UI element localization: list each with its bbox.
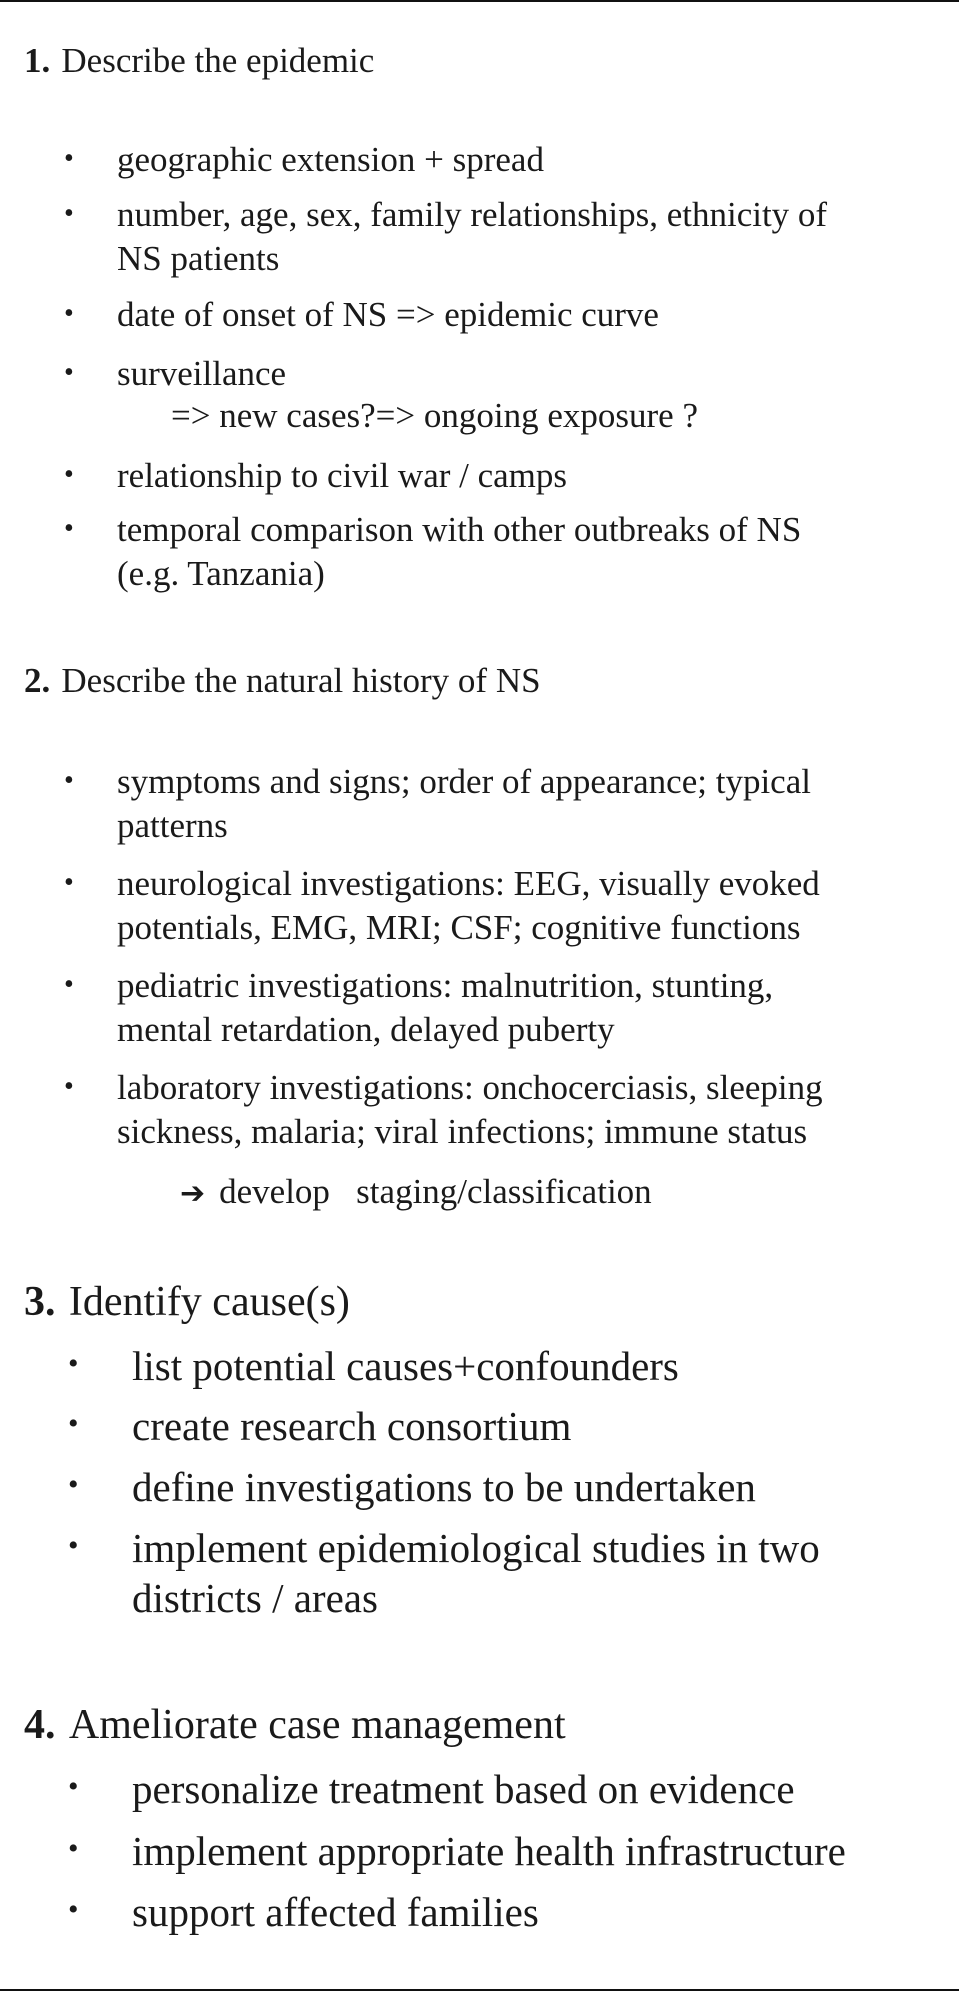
list-item-text: [117, 454, 567, 498]
list-item-line: patterns: [117, 806, 228, 845]
list-item-text: [132, 1401, 571, 1451]
section-title: Describe the epidemic: [61, 41, 375, 80]
list-item-text: [132, 1826, 846, 1876]
bullet-icon: •: [64, 969, 74, 1000]
bullet-icon: •: [68, 1407, 79, 1440]
list-item-line: potentials, EMG, MRI; CSF; cognitive functions: [117, 908, 801, 947]
bullet-icon: •: [64, 298, 74, 329]
list-item-line: pediatric investigations: malnutrition, stunting,: [117, 966, 774, 1005]
bullet-icon: •: [64, 867, 74, 898]
bullet-icon: •: [68, 1468, 79, 1501]
list-item-line: number, age, sex, family relationships, ethnicity of: [117, 195, 828, 234]
list-item-line: NS patients: [117, 239, 280, 278]
list-item-text: [117, 760, 811, 848]
list-item-text: [117, 293, 659, 337]
list-item-line: date of onset of NS => epidemic curve: [117, 295, 659, 334]
list-item-line: (e.g. Tanzania): [117, 554, 325, 593]
list-item-line: support affected families: [132, 1889, 539, 1935]
list-item-line: personalize treatment based on evidence: [132, 1766, 795, 1812]
section-number: 4.: [24, 1702, 56, 1748]
section-heading: [24, 661, 541, 701]
bullet-icon: •: [64, 1071, 74, 1102]
right-arrow-icon: ➔: [180, 1176, 206, 1211]
section-heading: [24, 1699, 566, 1749]
list-item-line: list potential causes+confounders: [132, 1343, 679, 1389]
list-item-text: [132, 1462, 756, 1512]
arrow-note: [180, 1172, 652, 1212]
section-heading: [24, 1276, 350, 1326]
list-item-text: [117, 862, 820, 950]
list-item-line: implement appropriate health infrastructure: [132, 1828, 846, 1874]
bullet-icon: •: [64, 459, 74, 490]
list-item-line: geographic extension + spread: [117, 140, 544, 179]
list-item-line: create research consortium: [132, 1403, 572, 1449]
list-item-text: [117, 1066, 823, 1154]
section-title: Identify cause(s): [68, 1279, 350, 1325]
list-item-text: [132, 1887, 539, 1937]
bullet-icon: •: [64, 198, 74, 229]
section-number: 1.: [24, 41, 51, 80]
list-item-line: relationship to civil war / camps: [117, 456, 568, 495]
list-item-text: [117, 508, 801, 596]
list-item-text: [117, 193, 827, 281]
section-number: 3.: [24, 1279, 56, 1325]
list-item-line: temporal comparison with other outbreaks of NS: [117, 510, 802, 549]
section-heading: [24, 41, 374, 81]
list-item-text: [132, 1523, 820, 1623]
bullet-icon: •: [68, 1529, 79, 1562]
list-item-line: define investigations to be undertaken: [132, 1464, 756, 1510]
bullet-icon: •: [64, 143, 74, 174]
bullet-icon: •: [68, 1347, 79, 1380]
section-title: Describe the natural history of NS: [61, 661, 541, 700]
list-item-text: [117, 352, 286, 396]
list-item-line: districts / areas: [132, 1575, 378, 1621]
list-item-line: laboratory investigations: onchocerciasis, sleeping: [117, 1068, 823, 1107]
list-item-subline: => new cases?=> ongoing exposure ?: [171, 396, 698, 435]
list-item-line: sickness, malaria; viral infections; immune status: [117, 1112, 808, 1151]
list-item-line: surveillance: [117, 354, 287, 393]
list-item-text: [132, 1764, 795, 1814]
list-item-text: [117, 964, 773, 1052]
section-title: Ameliorate case management: [68, 1702, 566, 1748]
list-item-text: [117, 138, 544, 182]
bullet-icon: •: [68, 1893, 79, 1926]
list-item-line: neurological investigations: EEG, visually evoked: [117, 864, 820, 903]
list-item-text: [132, 1341, 679, 1391]
list-item-line: symptoms and signs; order of appearance; typical: [117, 762, 811, 801]
arrow-note-text: develop staging/classification: [219, 1172, 652, 1211]
bullet-icon: •: [64, 765, 74, 796]
bullet-icon: •: [68, 1770, 79, 1803]
bullet-icon: •: [64, 357, 74, 388]
section-number: 2.: [24, 661, 51, 700]
list-item-line: implement epidemiological studies in two: [132, 1525, 820, 1571]
list-item-line: mental retardation, delayed puberty: [117, 1010, 615, 1049]
bullet-icon: •: [64, 513, 74, 544]
bullet-icon: •: [68, 1832, 79, 1865]
